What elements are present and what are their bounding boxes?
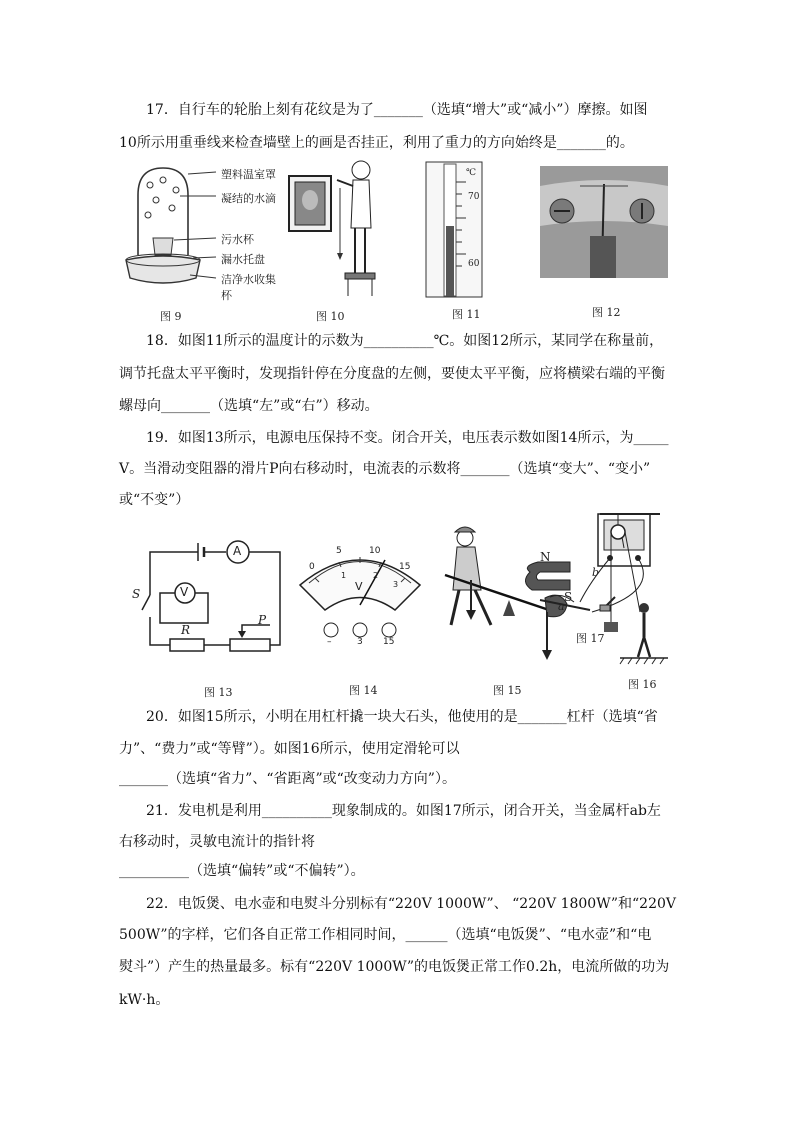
figure-14	[295, 540, 425, 650]
fig15-caption: 图 15	[493, 684, 522, 697]
fig13-caption: 图 13	[204, 686, 233, 699]
q19-line3: 或“不变”）	[119, 492, 190, 508]
figure-14-drawing	[295, 540, 425, 650]
q18-line1: 18．如图11所示的温度计的示数为__________℃。如图12所示，某同学在称量前，	[146, 333, 664, 349]
fig11-tick-60: 60	[468, 259, 480, 269]
fig12-caption: 图 12	[592, 306, 621, 319]
fig14-scale-10: 10	[369, 546, 381, 556]
figure-16-drawing	[600, 512, 670, 672]
fig14-inner-2: 2	[373, 571, 379, 580]
fig14-caption: 图 14	[349, 684, 378, 697]
fig9-label-0: 塑料温室罩	[221, 168, 276, 181]
q22-line4: kW·h。	[119, 992, 170, 1008]
fig17-caption: 图 17	[576, 632, 605, 645]
q20-line3: _______（选填“省力”、“省距离”或“改变动力方向”）。	[119, 771, 456, 787]
q17-line1: 17．自行车的轮胎上刻有花纹是为了_______（选填“增大”或“减小”）摩擦。如图	[146, 102, 648, 118]
fig14-unit: V	[355, 580, 363, 593]
fig13-switch-label: S	[132, 587, 141, 601]
q22-line3: 熨斗”）产生的热量最多。标有“220V 1000W”的电饭煲正常工作0.2h，电流所做的功为	[119, 959, 670, 975]
figure-13-drawing	[130, 535, 290, 665]
fig13-resistor-label: R	[181, 623, 191, 637]
fig14-inner-3: 3	[393, 580, 399, 589]
fig10-caption: 图 10	[316, 310, 345, 323]
fig14-terminal-15: 15	[383, 637, 395, 647]
fig14-inner-1: 1	[341, 571, 347, 580]
fig9-label-4: 洁净水收集杯	[221, 273, 276, 302]
fig14-scale-0: 0	[309, 562, 315, 572]
q21-line2: 右移动时，灵敏电流计的指针将	[119, 834, 315, 850]
q19-line1: 19．如图13所示，电源电压保持不变。闭合开关，电压表示数如图14所示，为_____	[146, 430, 669, 446]
fig9-label-3: 漏水托盘	[221, 253, 265, 266]
fig17-pole-n: N	[540, 550, 551, 564]
figure-16	[600, 512, 670, 672]
fig13-voltmeter-label: V	[180, 585, 189, 599]
q21-line1: 21．发电机是利用__________现象制成的。如图17所示，闭合开关，当金属杆ab左	[146, 803, 661, 819]
fig13-ammeter-label: A	[233, 544, 242, 558]
fig9-caption: 图 9	[160, 310, 182, 323]
figure-12	[540, 166, 668, 278]
fig14-scale-15: 15	[399, 562, 411, 572]
figure-13	[130, 535, 290, 665]
q17-line2: 10所示用重垂线来检查墙壁上的画是否挂正，利用了重力的方向始终是_______的。	[119, 135, 634, 151]
figure-10-drawing	[285, 158, 385, 303]
fig14-scale-5: 5	[336, 546, 342, 556]
q18-line3: 螺母向_______（选填“左”或“右”）移动。	[119, 398, 379, 414]
fig9-label-1: 凝结的水滴	[221, 192, 276, 205]
fig17-rod-b: b	[592, 566, 600, 579]
figure-9	[118, 160, 278, 300]
fig14-terminal-3: 3	[357, 637, 363, 647]
q20-line1: 20．如图15所示，小明在用杠杆撬一块大石头，他使用的是_______杠杆（选填“省	[146, 709, 658, 725]
q22-line1: 22．电饭煲、电水壶和电熨斗分别标有“220V 1000W”、 “220V 1800W”和“220V	[146, 896, 677, 912]
fig17-pole-s: S	[564, 590, 573, 604]
figure-11	[424, 158, 486, 303]
figure-12-drawing	[540, 166, 668, 278]
fig11-caption: 图 11	[452, 308, 481, 321]
q21-line3: __________（选填“偏转”或“不偏转”）。	[119, 863, 365, 879]
fig17-rod-a: a	[558, 600, 565, 613]
fig13-slider-label: P	[258, 613, 267, 627]
q19-line2: V。当滑动变阻器的滑片P向右移动时，电流表的示数将_______（选填“变大”、“变小”	[119, 461, 651, 477]
fig11-tick-70: 70	[468, 192, 480, 202]
q22-line2: 500W”的字样，它们各自正常工作相同时间，______（选填“电饭煲”、“电水壶”和“电	[119, 927, 652, 943]
figure-10	[285, 158, 385, 303]
figure-11-drawing	[424, 158, 486, 303]
q18-line2: 调节托盘太平平衡时，发现指针停在分度盘的左侧，要使太平平衡，应将横梁右端的平衡	[119, 366, 665, 382]
fig16-caption: 图 16	[628, 678, 657, 691]
fig9-label-2: 污水杯	[221, 233, 254, 246]
fig11-unit: ℃	[466, 168, 477, 178]
fig14-terminal-neg: –	[327, 637, 332, 647]
q20-line2: 力”、“费力”或“等臂”）。如图16所示，使用定滑轮可以	[119, 741, 460, 757]
